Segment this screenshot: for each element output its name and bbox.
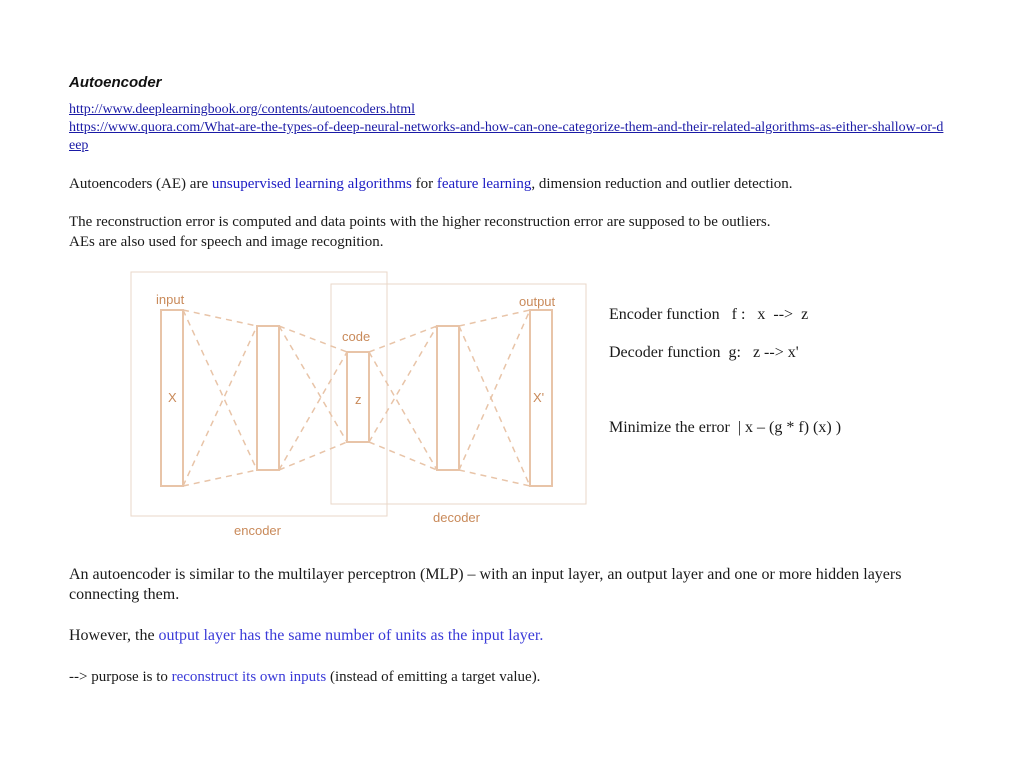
xprime-label: X' [533, 390, 545, 405]
decoder-hidden-layer [437, 326, 459, 470]
minimize-error: Minimize the error | x – (g * f) (x) ) [609, 419, 842, 436]
reconstruction-line-1: The reconstruction error is computed and data points with the higher reconstruction error are supposed to be outliers. [69, 214, 771, 230]
purpose-text-2: (instead of emitting a target value). [326, 669, 541, 685]
intro-text-2: for [411, 176, 437, 192]
x-label: X [168, 390, 177, 405]
input-label: input [156, 292, 185, 307]
reconstruction-line-2: AEs are also used for speech and image recognition. [69, 234, 384, 250]
encoder-label: encoder [234, 523, 281, 538]
purpose-paragraph [69, 667, 540, 687]
page-title: Autoencoder [69, 74, 162, 91]
decoder-function: Decoder function g: z --> x' [609, 344, 799, 361]
link-deeplearningbook[interactable]: http://www.deeplearningbook.org/contents/autoencoders.html [69, 102, 416, 117]
autoencoder-diagram-svg [128, 268, 608, 544]
code-label: code [342, 329, 371, 344]
purpose-text-1: --> purpose is to [69, 669, 172, 685]
however-text: However, the [69, 627, 159, 644]
intro-text-1: Autoencoders (AE) are [69, 176, 212, 192]
encoder-hidden-layer [257, 326, 279, 470]
output-label: output [519, 294, 556, 309]
reference-links [69, 101, 949, 155]
intro-text-3: , dimension reduction and outlier detection. [531, 176, 793, 192]
z-label: z [355, 392, 362, 407]
feature-learning-link[interactable]: feature learning [436, 176, 532, 192]
intro-paragraph [69, 174, 793, 194]
autoencoder-diagram [128, 268, 608, 544]
link-quora[interactable]: https://www.quora.com/What-are-the-types-of-deep-neural-networks-and-how-can-one-categorize-them-and-their-related-algorithms-as-either-shallow-or-deep [69, 120, 944, 153]
however-paragraph [69, 626, 969, 646]
reconstruction-paragraph [69, 212, 770, 252]
same-units-highlight: output layer has the same number of units as the input layer. [158, 627, 544, 644]
unsupervised-learning-link[interactable]: unsupervised learning algorithms [211, 176, 412, 192]
decoder-label: decoder [433, 510, 480, 525]
encoder-function: Encoder function f : x --> z [609, 306, 809, 323]
reconstruct-inputs-highlight: reconstruct its own inputs [171, 669, 327, 685]
mlp-paragraph: An autoencoder is similar to the multilayer perceptron (MLP) – with an input layer, an output layer and one or more hidden layers connecting them. [69, 566, 902, 603]
